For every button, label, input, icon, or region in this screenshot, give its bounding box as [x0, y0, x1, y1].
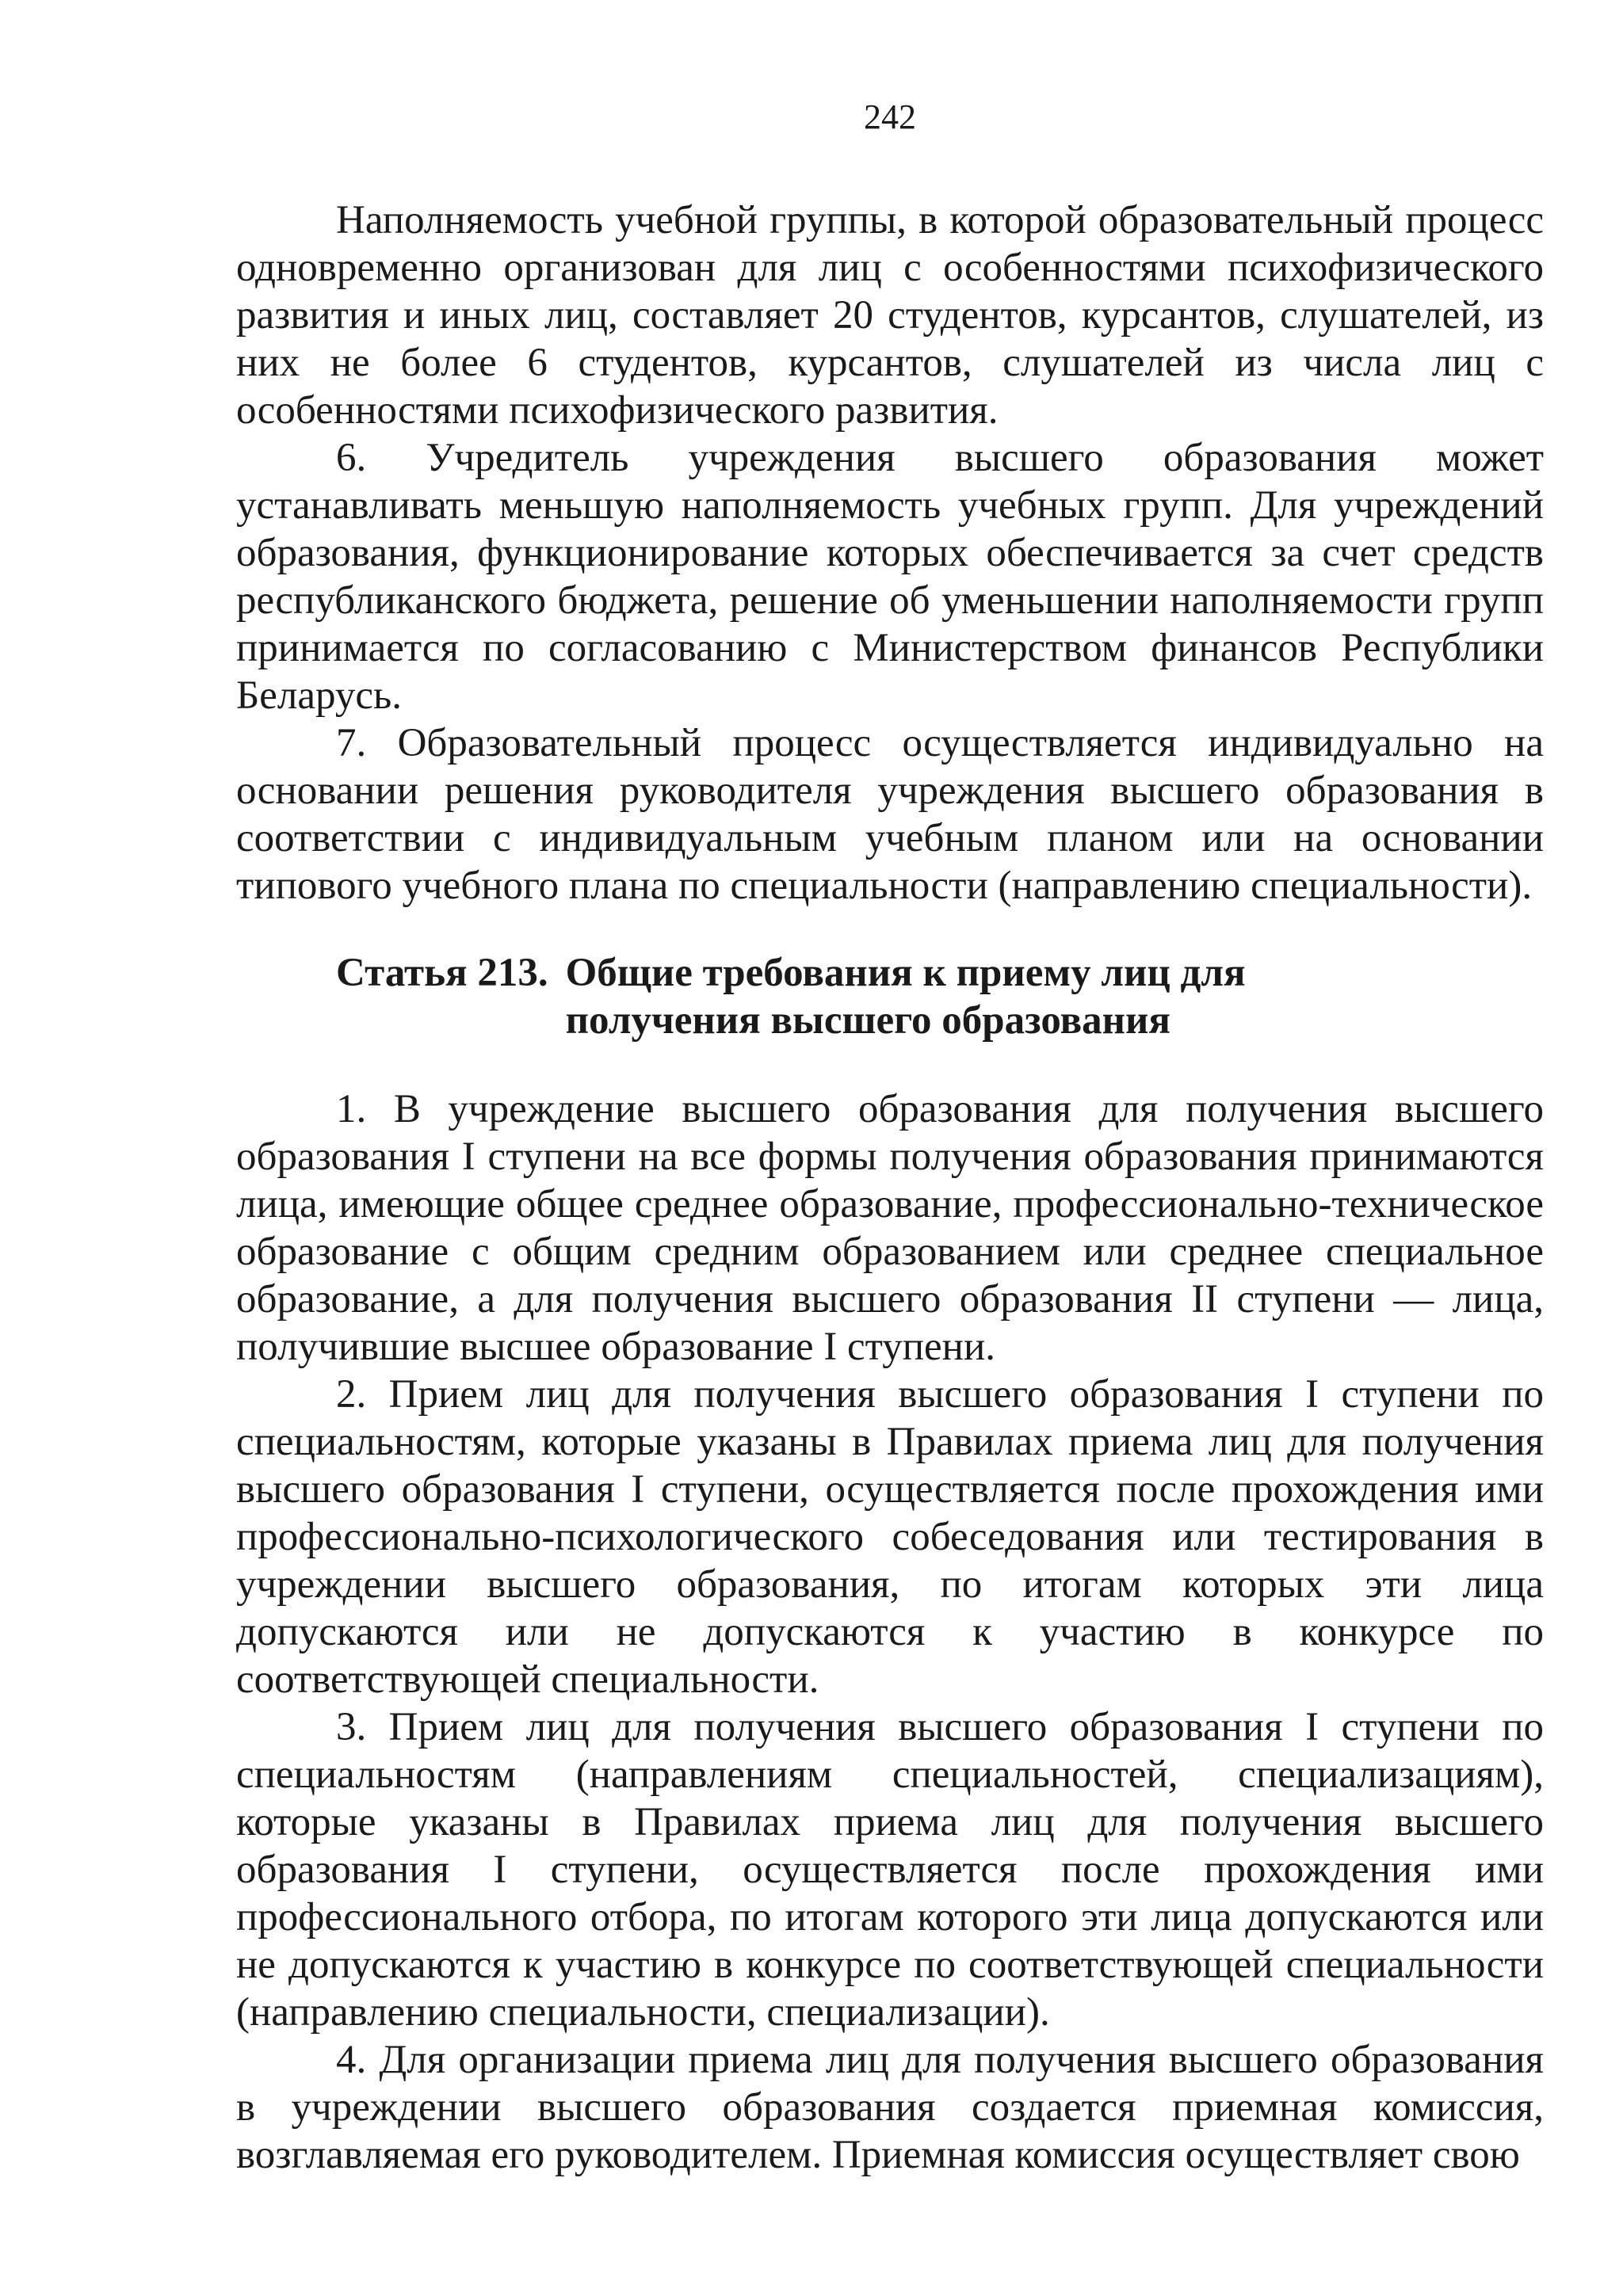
paragraph-item-1: 1. В учреждение высшего образования для получения высшего образования I ступени на все формы получения образования принимаются лица, имеющие общее среднее образование, профессионально-техническое образование с общим средним образованием или среднее специальное образование, а для получения высшего образования II ступени — лица, получившие высшее образование I ступени.	[236, 1087, 1544, 1369]
paragraph-item-3: 3. Прием лиц для получения высшего образования I ступени по специальностям (направлениям специальностей, специализациям), которые указаны в Правилах приема лиц для получения высшего образования I ступени, осуществляется после прохождения ими профессионального отбора, по итогам которого эти лица допускаются или не допускаются к участию в конкурсе по соответствующей специальности (направлению специальности, специализации).	[236, 1705, 1544, 2035]
page-number: 242	[864, 97, 916, 136]
document-body	[236, 196, 1544, 2179]
paragraph-group-capacity: Наполняемость учебной группы, в которой образовательный процесс одновременно организован для лиц с особенностями психофизического развития и иных лиц, составляет 20 студентов, курсантов, слушателей, из них не более 6 студентов, курсантов, слушателей из числа лиц с особенностями психофизического развития.	[236, 198, 1544, 433]
article-heading	[236, 949, 1544, 1044]
article-title: Общие требования к приему лиц для получения высшего образования	[565, 951, 1246, 1043]
article-number: Статья 213.	[336, 951, 548, 995]
paragraph-item-4: 4. Для организации приема лиц для получения высшего образования в учреждении высшего образования создается приемная комиссия, возглавляемая его руководителем. Приемная комиссия осуществляет свою	[236, 2038, 1544, 2177]
paragraph-item-6: 6. Учредитель учреждения высшего образования может устанавливать меньшую наполняемость учебных групп. Для учреждений образования, функционирование которых обеспечивается за счет средств республиканского бюджета, решение об уменьшении наполняемости групп принимается по согласованию с Министерством финансов Республики Беларусь.	[236, 436, 1544, 718]
paragraph-item-7: 7. Образовательный процесс осуществляется индивидуально на основании решения руководителя учреждения высшего образования в соответствии с индивидуальным учебным планом или на основании типового учебного плана по специальности (направлению специальности).	[236, 721, 1544, 908]
paragraph-item-2: 2. Прием лиц для получения высшего образования I ступени по специальностям, которые указаны в Правилах приема лиц для получения высшего образования I ступени, осуществляется после прохождения ими профессионально-психологического собеседования или тестирования в учреждении высшего образования, по итогам которых эти лица допускаются или не допускаются к участию в конкурсе по соответствующей специальности.	[236, 1372, 1544, 1702]
